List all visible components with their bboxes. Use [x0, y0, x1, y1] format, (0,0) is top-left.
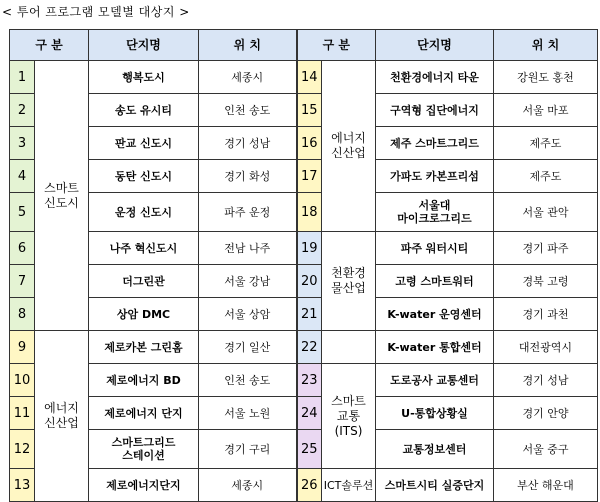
row-number: 9 [10, 331, 35, 364]
site-location: 경기 화성 [199, 160, 297, 193]
row-number: 19 [297, 232, 322, 265]
site-name: 제로카본 그린홈 [89, 331, 199, 364]
row-number: 6 [10, 232, 35, 265]
site-location: 경기 파주 [494, 232, 598, 265]
category-label: ICT솔루션 [323, 478, 374, 492]
table-row [10, 160, 598, 193]
site-location: 세종시 [199, 469, 297, 502]
site-name: 제로에너지 단지 [89, 397, 199, 430]
site-location: 경기 성남 [199, 127, 297, 160]
row-number: 10 [10, 364, 35, 397]
category-label: 천환경 물산업 [331, 266, 366, 295]
site-name: 파주 워터시티 [376, 232, 494, 265]
target-sites-table [9, 29, 598, 502]
header-location-left: 위 치 [199, 30, 297, 61]
row-number: 17 [297, 160, 322, 193]
header-location-right: 위 치 [494, 30, 598, 61]
table-row [10, 331, 598, 364]
category-cell [322, 232, 376, 331]
site-location: 파주 운정 [199, 193, 297, 232]
table-row [10, 364, 598, 397]
category-cell [35, 61, 89, 331]
site-name: 스마트그리드 스테이션 [89, 430, 199, 469]
site-location: 전남 나주 [199, 232, 297, 265]
row-number: 3 [10, 127, 35, 160]
site-location: 서울 중구 [494, 430, 598, 469]
row-number: 1 [10, 61, 35, 94]
row-number: 4 [10, 160, 35, 193]
table-row [10, 127, 598, 160]
site-name: 동탄 신도시 [89, 160, 199, 193]
site-location: 서울 강남 [199, 265, 297, 298]
site-location: 서울 노원 [199, 397, 297, 430]
site-location: 서울 마포 [494, 94, 598, 127]
site-location: 서울 상암 [199, 298, 297, 331]
site-name: 도로공사 교통센터 [376, 364, 494, 397]
site-location: 제주도 [494, 160, 598, 193]
row-number: 26 [297, 469, 322, 502]
site-name: 고령 스마트워터 [376, 265, 494, 298]
site-location: 대전광역시 [494, 331, 598, 364]
category-cell [35, 331, 89, 502]
site-name: 행복도시 [89, 61, 199, 94]
site-location: 경기 성남 [494, 364, 598, 397]
row-number: 16 [297, 127, 322, 160]
site-name: 스마트시티 실증단지 [376, 469, 494, 502]
site-name: 제로에너지단지 [89, 469, 199, 502]
site-name: 판교 신도시 [89, 127, 199, 160]
category-label: 스마트 신도시 [44, 180, 79, 210]
category-cell [322, 364, 376, 469]
site-name: 가파도 카본프리섬 [376, 160, 494, 193]
row-number: 24 [297, 397, 322, 430]
site-name: 상암 DMC [89, 298, 199, 331]
table-row [10, 232, 598, 265]
row-number: 21 [297, 298, 322, 331]
category-cell [322, 61, 376, 232]
site-location: 경기 구리 [199, 430, 297, 469]
header-name-left: 단지명 [89, 30, 199, 61]
site-name: 운정 신도시 [89, 193, 199, 232]
site-location: 세종시 [199, 61, 297, 94]
site-location: 경북 고령 [494, 265, 598, 298]
site-name: 나주 혁신도시 [89, 232, 199, 265]
header-name-right: 단지명 [376, 30, 494, 61]
table-row [10, 430, 598, 469]
category-cell [322, 469, 376, 502]
row-number: 13 [10, 469, 35, 502]
site-name: U-통합상황실 [376, 397, 494, 430]
row-number: 7 [10, 265, 35, 298]
row-number: 5 [10, 193, 35, 232]
site-location: 인천 송도 [199, 364, 297, 397]
category-label: 에너지 신산업 [331, 131, 366, 160]
row-number: 12 [10, 430, 35, 469]
site-name: 서울대 마이크로그리드 [376, 193, 494, 232]
row-number: 14 [297, 61, 322, 94]
row-number: 15 [297, 94, 322, 127]
row-number: 18 [297, 193, 322, 232]
site-name: 제로에너지 BD [89, 364, 199, 397]
table-row [10, 397, 598, 430]
site-name: 제주 스마트그리드 [376, 127, 494, 160]
site-location: 부산 해운대 [494, 469, 598, 502]
table-row [10, 265, 598, 298]
category-cell [322, 331, 376, 364]
site-name: K-water 통합센터 [376, 331, 494, 364]
site-location: 경기 일산 [199, 331, 297, 364]
row-number: 22 [297, 331, 322, 364]
site-name: 구역형 집단에너지 [376, 94, 494, 127]
table-row [10, 94, 598, 127]
category-label: 에너지 신산업 [44, 401, 79, 430]
site-name: K-water 운영센터 [376, 298, 494, 331]
row-number: 8 [10, 298, 35, 331]
site-name: 교통정보센터 [376, 430, 494, 469]
header-category-right: 구 분 [297, 30, 376, 61]
site-location: 강원도 홍천 [494, 61, 598, 94]
table-row [10, 298, 598, 331]
site-location: 서울 관악 [494, 193, 598, 232]
site-location: 경기 안양 [494, 397, 598, 430]
row-number: 2 [10, 94, 35, 127]
header-row [10, 30, 598, 61]
site-name: 송도 유시티 [89, 94, 199, 127]
site-name: 천환경에너지 타운 [376, 61, 494, 94]
site-location: 인천 송도 [199, 94, 297, 127]
row-number: 23 [297, 364, 322, 397]
table-row [10, 61, 598, 94]
table-row [10, 469, 598, 502]
row-number: 20 [297, 265, 322, 298]
header-category-left: 구 분 [10, 30, 89, 61]
site-location: 제주도 [494, 127, 598, 160]
category-label: 스마트 교통 (ITS) [331, 393, 366, 438]
site-location: 경기 과천 [494, 298, 598, 331]
table-row [10, 193, 598, 232]
page-title: < 투어 프로그램 모델별 대상지 > [2, 5, 190, 19]
site-name: 더그린관 [89, 265, 199, 298]
row-number: 11 [10, 397, 35, 430]
row-number: 25 [297, 430, 322, 469]
